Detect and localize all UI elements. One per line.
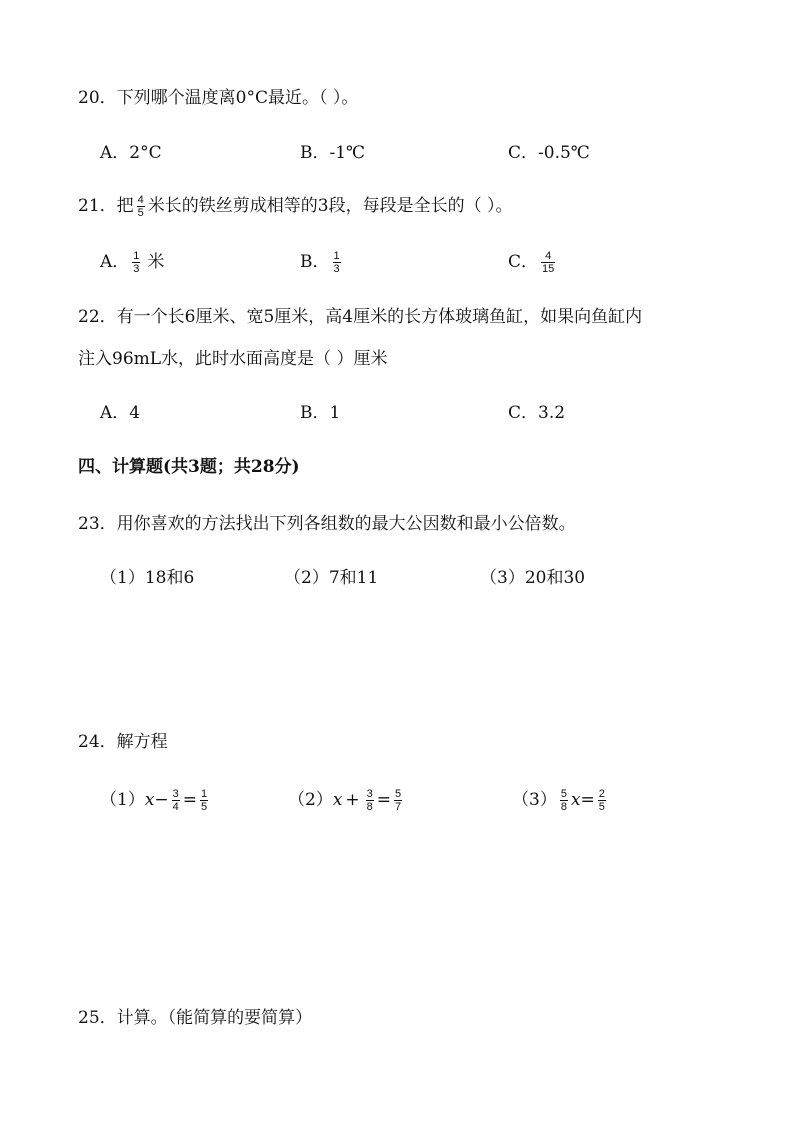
q24-eq2-d1: 8	[366, 801, 373, 813]
q21-option-a-fraction	[132, 250, 140, 275]
question-24-stem: 24．解方程	[78, 732, 168, 752]
question-25-stem: 25．计算。（能简算的要简算）	[78, 1008, 313, 1028]
q20-option-c: C．-0.5℃	[508, 143, 590, 163]
q22-option-a: A．4	[100, 403, 141, 423]
q24-eq3-d2: 5	[598, 801, 605, 813]
q24-eq1-frac-2	[200, 788, 208, 813]
q24-eq2-d2: 7	[395, 801, 402, 813]
q24-eq2-n1: 3	[366, 788, 373, 800]
q21-option-b-label: B．	[300, 252, 330, 272]
q24-eq3-eq: =	[580, 790, 595, 810]
q21-a-den: 3	[133, 263, 140, 275]
q24-eq2-label: （2）	[288, 790, 333, 810]
q21-suffix: 米长的铁丝剪成相等的3段，每段是全长的（ ）。	[147, 196, 513, 216]
q21-prefix: 21．把	[78, 196, 134, 216]
section-4-title: 四、计算题(共3题；共28分)	[78, 457, 300, 477]
question-23-stem: 23．用你喜欢的方法找出下列各组数的最大公因数和最小公倍数。	[78, 514, 576, 534]
question-22-line-1: 22．有一个长6厘米、宽5厘米，高4厘米的长方体玻璃鱼缸，如果向鱼缸内	[78, 307, 643, 327]
q24-eq3-d1: 8	[560, 801, 567, 813]
q24-eq3-frac-2	[598, 788, 606, 813]
q24-eq2-op: +	[345, 790, 360, 810]
q21-option-c-label: C．	[508, 252, 539, 272]
q21-fraction	[137, 194, 145, 219]
q23-item-2: （2）7和11	[284, 568, 379, 588]
q24-eq1-d2: 5	[201, 801, 208, 813]
q21-b-den: 3	[333, 263, 340, 275]
q22-option-c: C．3.2	[508, 403, 566, 423]
q21-option-c-fraction	[541, 250, 555, 275]
q24-eq1-eq: =	[182, 790, 198, 810]
q21-option-a	[100, 246, 164, 278]
q24-equation-1	[100, 784, 211, 816]
q24-eq1-op: −	[154, 790, 169, 810]
q24-eq1-var: x	[144, 790, 155, 810]
q21-option-c	[508, 246, 558, 278]
q24-equation-3	[512, 784, 609, 816]
q21-a-num: 1	[133, 250, 140, 262]
q23-item-1: （1）18和6	[100, 568, 195, 588]
q24-eq3-n1: 5	[560, 788, 567, 800]
q24-eq1-d1: 4	[172, 801, 179, 813]
q21-option-a-label: A．	[100, 252, 130, 272]
q24-eq2-frac-2	[394, 788, 402, 813]
q21-c-den: 15	[542, 263, 555, 275]
q20-option-a: A．2°C	[100, 143, 162, 163]
q24-eq3-var: x	[570, 790, 581, 810]
q24-eq1-n2: 1	[201, 788, 208, 800]
q24-eq2-eq: =	[376, 790, 392, 810]
q22-option-b: B．1	[300, 403, 341, 423]
question-21-stem	[78, 190, 513, 222]
q21-option-b	[300, 246, 344, 278]
q24-equation-2	[288, 784, 405, 816]
q24-eq2-n2: 5	[395, 788, 402, 800]
q24-eq3-label: （3）	[512, 790, 557, 810]
q24-eq3-n2: 2	[598, 788, 605, 800]
q23-item-3: （3）20和30	[480, 568, 586, 588]
q24-eq3-frac-1	[560, 788, 568, 813]
q24-eq2-var: x	[332, 790, 343, 810]
q21-c-num: 4	[545, 250, 552, 262]
q21-b-num: 1	[333, 250, 340, 262]
q21-frac-den: 5	[137, 207, 144, 219]
q21-frac-num: 4	[137, 194, 144, 206]
q24-eq1-frac-1	[172, 788, 180, 813]
question-22-line-2: 注入96mL水，此时水面高度是（ ）厘米	[78, 349, 388, 369]
q21-option-a-unit: 米	[147, 252, 165, 272]
q21-option-b-fraction	[333, 250, 341, 275]
q24-eq1-label: （1）	[100, 790, 145, 810]
q20-option-b: B．-1℃	[300, 143, 366, 163]
q24-eq1-n1: 3	[172, 788, 179, 800]
question-20-stem: 20．下列哪个温度离0°C最近。（ ）。	[78, 88, 359, 108]
q24-eq2-frac-1	[366, 788, 374, 813]
